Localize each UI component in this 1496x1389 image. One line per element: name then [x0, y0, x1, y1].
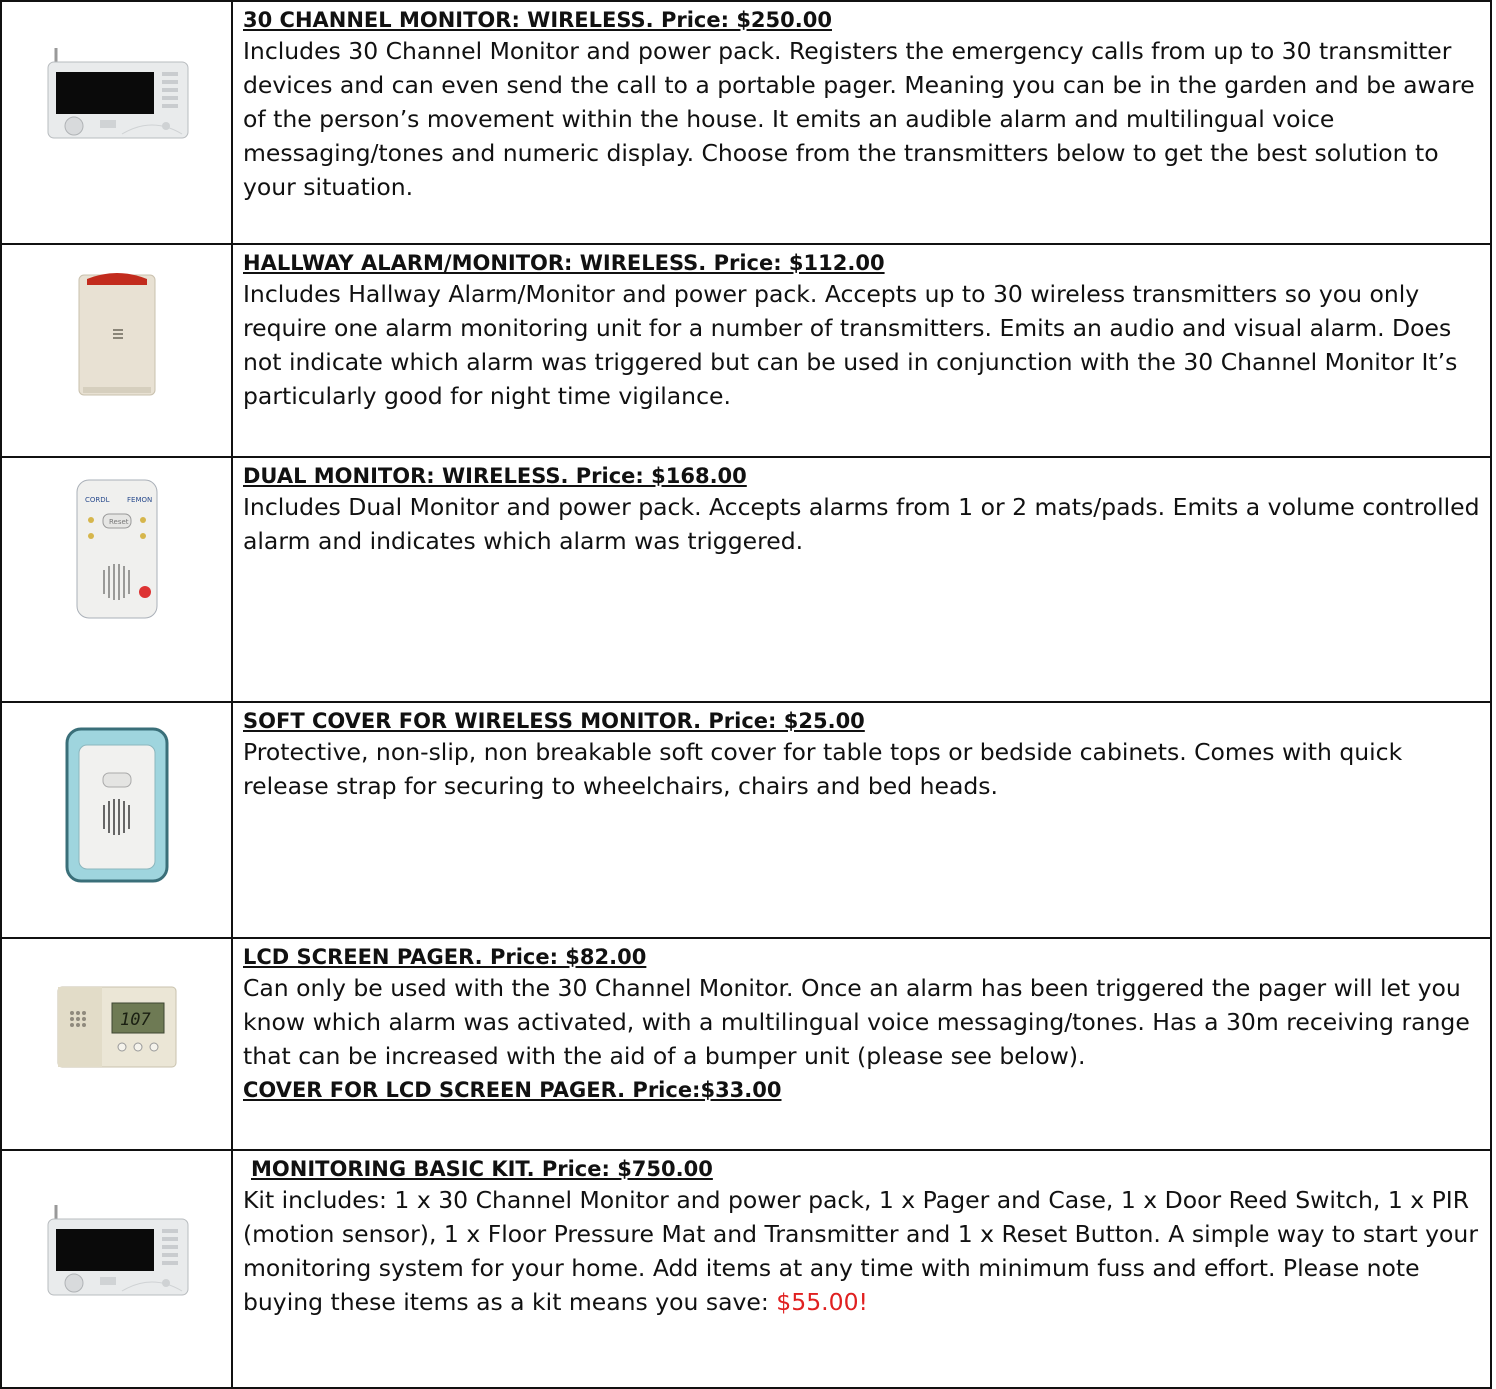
- savings-amount: $55.00!: [776, 1288, 868, 1316]
- product-image-cell: [1, 1150, 232, 1388]
- product-description: Includes Dual Monitor and power pack. Accepts alarms from 1 or 2 mats/pads. Emits a volume controlled alarm and indicates which alarm was triggered.: [243, 493, 1480, 555]
- product-description: Includes 30 Channel Monitor and power pack. Registers the emergency calls from up to 30 transmitter devices and can even send the call to a portable pager. Meaning you can be in the garden and be aware of the person’s movement within the house. It emits an audible alarm and multilingual voice messaging/tones and numeric display. Choose from the transmitters below to get the best solution to your situation.: [243, 37, 1475, 201]
- dual-monitor-icon: [2, 458, 231, 620]
- product-description-text: Kit includes: 1 x 30 Channel Monitor and power pack, 1 x Pager and Case, 1 x Door Reed Switch, 1 x PIR (motion sensor), 1 x Floor Pressure Mat and Transmitter and 1 x Reset Button. A simple way to start your monitoring system for your home. Add items at any time with minimum fuss and effort. Please note buying these items as a kit means you save:: [243, 1186, 1478, 1316]
- product-text-cell: [232, 1150, 1491, 1388]
- product-title: LCD SCREEN PAGER. Price: $82.00: [243, 945, 647, 969]
- product-title: MONITORING BASIC KIT. Price: $750.00: [251, 1157, 713, 1181]
- product-image-cell: [1, 244, 232, 457]
- hallway-alarm-icon: [2, 245, 231, 397]
- product-row: [1, 702, 1491, 938]
- reset-label: Reset: [108, 518, 129, 526]
- product-title: HALLWAY ALARM/MONITOR: WIRELESS. Price: $112.00: [243, 251, 885, 275]
- product-row: [1, 457, 1491, 702]
- product-title: SOFT COVER FOR WIRELESS MONITOR. Price: $25.00: [243, 709, 865, 733]
- product-image-cell: [1, 938, 232, 1150]
- product-row: [1, 1, 1491, 244]
- brand-text: CORDL: [84, 496, 110, 504]
- soft-cover-icon: [2, 703, 231, 883]
- product-row: [1, 244, 1491, 457]
- product-image-cell: [1, 1, 232, 244]
- product-row: [1, 1150, 1491, 1388]
- product-text-cell: [232, 457, 1491, 702]
- product-description: [243, 1183, 1482, 1319]
- product-text-cell: [232, 938, 1491, 1150]
- product-image-cell: [1, 457, 232, 702]
- pager-display-text: 107: [119, 1010, 151, 1030]
- product-title: DUAL MONITOR: WIRELESS. Price: $168.00: [243, 464, 747, 488]
- product-text-cell: [232, 244, 1491, 457]
- monitor-30-channel-icon: [2, 2, 231, 140]
- product-description: Protective, non-slip, non breakable soft cover for table tops or bedside cabinets. Comes with quick release strap for securing to wheelchairs, chairs and bed heads.: [243, 738, 1403, 800]
- monitor-30-channel-icon: [2, 1151, 231, 1297]
- product-title: 30 CHANNEL MONITOR: WIRELESS. Price: $250.00: [243, 8, 832, 32]
- lcd-pager-icon: [2, 939, 231, 1071]
- brand-text-right: FEMON: [126, 496, 152, 504]
- product-description: Can only be used with the 30 Channel Monitor. Once an alarm has been triggered the pager will let you know which alarm was activated, with a multilingual voice messaging/tones. Has a 30m receiving range that can be increased with the aid of a bumper unit (please see below).: [243, 974, 1470, 1070]
- product-row: [1, 938, 1491, 1150]
- product-description: Includes Hallway Alarm/Monitor and power pack. Accepts up to 30 wireless transmitters so you only require one alarm monitoring unit for a number of transmitters. Emits an audio and visual alarm. Does not indicate which alarm was triggered but can be used in conjunction with the 30 Channel Monitor It’s particularly good for night time vigilance.: [243, 280, 1458, 410]
- product-text-cell: [232, 702, 1491, 938]
- product-extra-title: COVER FOR LCD SCREEN PAGER. Price:$33.00: [243, 1078, 782, 1102]
- product-text-cell: [232, 1, 1491, 244]
- product-image-cell: [1, 702, 232, 938]
